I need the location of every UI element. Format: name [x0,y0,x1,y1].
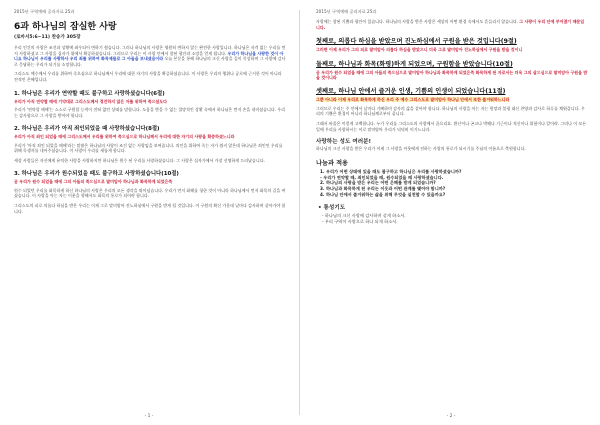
discussion-item: 4. 하나님 안에서 즐거워하는 삶을 위해 무엇을 실천할 수 있을까요? [320,191,446,197]
section-body-3: 원수 되었던 우리를 화목하게 하신 하나님의 사랑은 우리의 모든 생각을 뛰어넘습니다. 우리가 먼저 화해를 청한 것이 아니라 하나님께서 먼저 화목의 길을 여셨습니다. 이 사랑을 아는 자는 이웃을 향해서도 화목의 통로가 되어야 합니다. [14,187,286,199]
top-paragraph [316,19,588,30]
point-heading-3-text: 셋째로, 하나님 안에서 즐거운 인생, 기쁨의 인생이 되었습니다(11절) [316,88,506,96]
point-verse-2: 곧 우리가 원수 되었을 때에 그의 아들의 죽으심으로 말미암아 하나님과 화목하게 되었은즉 화목하게 된 자로서는 더욱 그의 살으심으로 말미암아 구원을 받을 것이니라 [316,69,588,80]
point-heading-3 [316,86,590,95]
lesson-title: 6과 하나님의 잠실한 사랑 [14,22,117,32]
section-verse-2: 우리가 아직 죄인 되었을 때에 그리스도께서 우리를 위하여 죽으심으로 하나님께서 우리에 대한 자기의 사랑을 확증하셨느니라 [14,134,235,140]
page-header: 2015년 구역예배 공과자료 25과 [316,9,377,14]
page-right [308,0,594,425]
intro-text: 우리 인간의 사랑은 조건과 상황에 좌우되어 변하기 쉽습니다. 그러나 하나님의 사랑은 영원히 변하지 않는 완전한 사랑입니다. 하나님은 자격 없는 우리를 먼저 사랑하셨고 그 사랑을 십자가 위에서 확증하셨습니다. 그러므로 우리는 이 사랑 안에서 참된 평안과 소망을 얻게 됩니다. [14,45,286,56]
page-number: - 2 - [446,414,456,419]
point-heading-1 [316,36,590,45]
section-heading-1: 1. 하나님은 우리가 연약할 때도 불구하고 사랑하셨습니다(6절) [14,90,165,97]
prayer-item: - 우리 구역이 사랑으로 하나 되게 하소서. [322,218,398,224]
page-left [6,0,292,425]
section-body-3b: 그리스도의 피로 의롭다 하심을 받은 우리는 이제 그로 말미암아 진노하심에서 구원을 받게 될 것입니다. 이 구원의 확신 가운데 날마다 감사하며 살아가야 합니다. [14,202,286,214]
page-number: - 1 - [144,414,154,419]
intro-paragraph-2: 그리스도 예수께서 우리를 위하여 죽으심으로 하나님께서 우리에 대한 자기의 사랑을 확증하셨습니다. 이 사랑은 우리의 행위나 공로에 근거한 것이 아니라 전적인 은혜입니다. [14,71,282,82]
invitation-title: 사랑하는 성도 여러분! [316,139,372,146]
section-verse-1: 우리가 아직 연약할 때에 기약대로 그리스도께서 경건하지 않은 자를 위하여 죽으셨도다 [14,98,168,104]
section-heading-3: 3. 하나님은 우리가 원수되었을 때도 불구하고 사랑하셨습니다(10절) [14,171,179,178]
intro-highlight: 우리가 하나님을 사랑한 것이 아니요 하나님이 우리를 사랑하사 우리 죄를 위하여 화목제물로 그 아들을 보내셨음이라 [14,50,284,62]
discussion-item: 2. 하나님의 사랑을 받은 우리는 어떤 은혜를 받게 되었습니까? [320,180,436,186]
page-header: 2015년 구역예배 공과자료 25과 [14,9,75,14]
prayer-item: - 하나님의 크신 사랑에 감사하며 살게 하소서. [322,212,406,218]
invitation-text: 하나님의 크신 사랑을 받은 우리가 이제 그 사랑을 이웃에게 전하는 사랑의 통로가 되시기를 주님의 이름으로 축원합니다. [316,146,526,152]
point-heading-2-text: 둘째로, 하나님과 화목(화평)하게 되었으며, 구원함을 받았습니다(10절) [316,60,513,68]
top-highlight: 그 사랑이 우리 안에 부어졌기 때문입니다. [316,19,585,30]
discussion-item: 3. 하나님과 화목하게 된 우리는 이웃과 어떤 관계를 맺어야 합니까? [320,186,446,192]
section-heading-2: 2. 하나님은 우리가 아직 죄인되었을 때 사랑하셨습니다(8절) [14,126,160,133]
intro-paragraph [14,45,286,67]
discussion-item: - 우리가 연약할 때, 죄인되었을 때, 원수되었을 때 사랑하셨습니다. [320,174,444,180]
page-divider [299,10,300,415]
section-body-1: 우리가 '연약할 때에'는 스스로 구원할 능력이 전혀 없던 상태를 말합니다. 도움을 받을 수 없는 절망적인 상황 속에서 하나님은 먼저 손을 내미셨습니다. 우리는 감사함으로 그 사랑을 받아야 합니다. [14,106,286,118]
point-body-4: 그래서 바울은 이렇게 고백합니다. 누가 우리를 그리스도의 사랑에서 끊으리요. 환난이나 곤고나 박해나 기근이나 적신이나 위험이나 칼이랴. 그러나 이 모든 일에 우리를 사랑하시는 이로 말미암아 우리가 넉넉히 이기느니라. [316,121,587,132]
section-body-2: 우리가 '아직 죄인 되었을 때에'라는 말씀은 하나님의 사랑이 조건 없는 사랑임을 보여줍니다. 의인을 위하여 죽는 자가 쉽지 않은데 하나님은 죄인인 우리를 위해 독생자를 내어주셨습니다. 이 사랑이 우리를 새롭게 합니다. [14,142,283,154]
prayer-title: • 통성기도 [318,204,346,211]
point-body-3: 그러므로 우리는 주 안에서 날마다 기뻐하며 감사의 삶을 살아야 합니다. 하나님의 사랑을 아는 자는 원망과 불평 대신 찬양과 감사로 하루를 채워갑니다. 우리의 기쁨은 환경이 아니라 하나님께로부터 옵니다. [316,105,585,117]
discussion-item: 1. 우리가 어떤 상태에 있을 때도 불구하고 하나님은 우리를 사랑하셨습니까? [320,168,462,174]
point-verse-1: 그러면 이제 우리가 그의 피로 말미암아 의롭다 하심을 받았으니 더욱 그로 말미암아 진노하심에서 구원을 받을 것이니 [316,47,523,53]
point-verse-3-text: 그뿐 아니라 이제 우리로 화목하게 하신 우리 주 예수 그리스도로 말미암아 하나님 안에서 또한 즐거워하느니라 [316,97,510,103]
prayer-list [322,213,588,225]
discussion-title: 나눔과 적용 [316,159,349,167]
intro-tail: 오늘 본문을 통해 하나님의 크신 사랑을 깊이 묵상하며 그 사랑에 감사로 응답하는 우리가 되기를 소망합니다. [14,56,286,67]
lesson-subtitle: (로마서5:6~11) 찬송가 305장 [14,35,81,40]
section-body-2b: 세상 사람들은 자신에게 유익한 사람을 사랑하지만 하나님은 원수 된 우리를 사랑하셨습니다. 그 사랑은 십자가에서 가장 선명하게 드러났습니다. [14,157,265,163]
section-verse-3: 곧 우리가 원수 되었을 때에 그의 아들의 죽으심으로 말미암아 하나님과 화목하게 되었은즉 [14,179,173,185]
discussion-list [320,169,588,198]
point-heading-2 [316,59,590,68]
point-heading-1-text: 첫째로, 의롭다 하심을 받았으며 진노하심에서 구원을 받은 것입니다(9절) [316,38,517,46]
top-text: 사랑에는 참된 기쁨과 평안이 있습니다. 하나님의 사랑을 받은 사람은 세상의 어떤 환경 속에서도 흔들리지 않습니다. [316,19,518,24]
point-verse-3 [316,97,588,102]
